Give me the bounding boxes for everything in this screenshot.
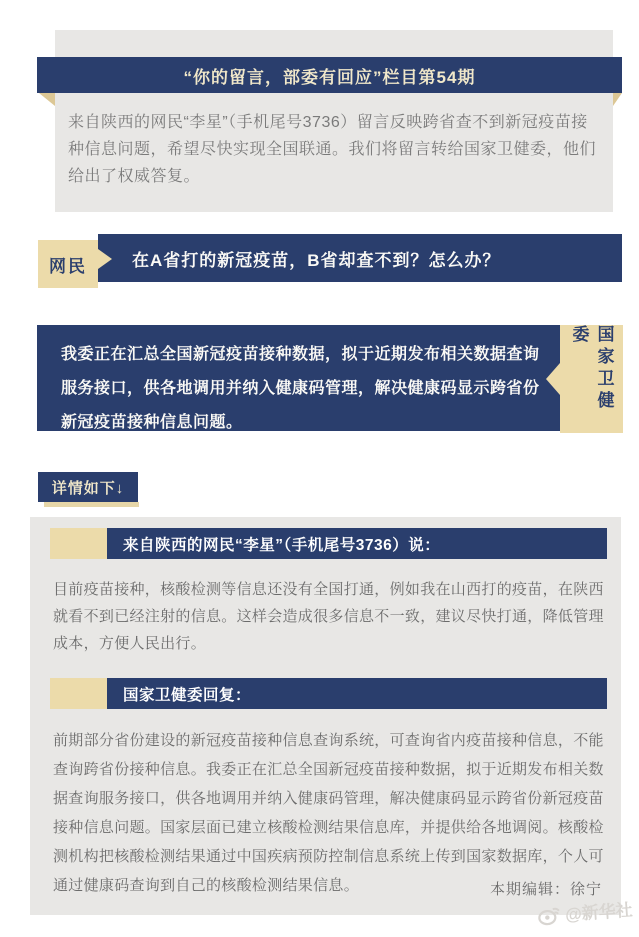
detail-reply-body: 前期部分省份建设的新冠疫苗接种信息查询系统，可查询省内疫苗接种信息，不能查询跨省份接种信息。我委正在汇总全国新冠疫苗接种数据，拟于近期发布相关数据查询服务接口，供各地调用并纳入健康码管理，解决健康码显示跨省份新冠疫苗接种信息问题。国家层面已建立核酸检测结果信息库，并提供给各地调阅。核酸检测机构把核酸检测结果通过中国疾病预防控制信息系统上传到国家数据库，个人可通过健康码查询到自己的核酸检测结果信息。: [53, 732, 604, 894]
header-navy-bar: [107, 678, 607, 709]
netizen-tag-label: 网民: [49, 256, 87, 276]
netizen-question-text: 在A省打的新冠疫苗，B省却查不到？怎么办？: [132, 250, 501, 270]
netizen-question-bar: [98, 234, 622, 282]
detail-question-body: 目前疫苗接种，核酸检测等信息还没有全国打通，例如我在山西打的疫苗，在陕西就看不到已经注射的信息。这样会造成很多信息不一致，建议尽快打通，降低管理成本，方便人民出行。: [53, 581, 604, 652]
series-title: “你的留言，部委有回应”栏目第54期: [183, 67, 476, 87]
agency-tag-label: 国家卫健委: [569, 325, 614, 413]
header-tan-block: [50, 678, 107, 709]
agency-reply-summary: 我委正在汇总全国新冠疫苗接种数据，拟于近期发布相关数据查询服务接口，供各地调用并纳入健康码管理，解决健康码显示跨省份新冠疫苗接种信息问题。: [61, 346, 540, 431]
agency-arrow-left-icon: [546, 363, 560, 395]
details-badge-label: 详情如下↓: [51, 479, 125, 497]
header-tan-block: [50, 528, 107, 559]
banner-fold-right: [613, 93, 622, 106]
agency-tag: [560, 325, 623, 433]
watermark-text: @新华社: [564, 900, 634, 925]
details-badge-underline: [44, 502, 139, 507]
agency-reply-box: [37, 325, 560, 431]
banner-fold-left: [39, 93, 55, 106]
netizen-arrow-right-icon: [98, 249, 112, 269]
detail-reply-header-text: 国家卫健委回复：: [123, 686, 252, 704]
intro-paragraph: 来自陕西的网民“李星”（手机尾号3736）留言反映跨省查不到新冠疫苗接种信息问题，希望尽快实现全国联通。我们将留言转给国家卫健委，他们给出了权威答复。: [68, 114, 597, 185]
detail-card: [30, 517, 621, 915]
netizen-tag: [38, 240, 98, 288]
detail-question-header-text: 来自陕西的网民“李星”（手机尾号3736）说：: [123, 536, 441, 554]
header-navy-bar: [107, 528, 607, 559]
details-badge: [38, 472, 138, 502]
editor-credit: 本期编辑：徐宁: [489, 881, 602, 898]
watermark: [535, 896, 633, 928]
weibo-icon: [535, 901, 563, 927]
series-title-banner: [37, 57, 622, 93]
